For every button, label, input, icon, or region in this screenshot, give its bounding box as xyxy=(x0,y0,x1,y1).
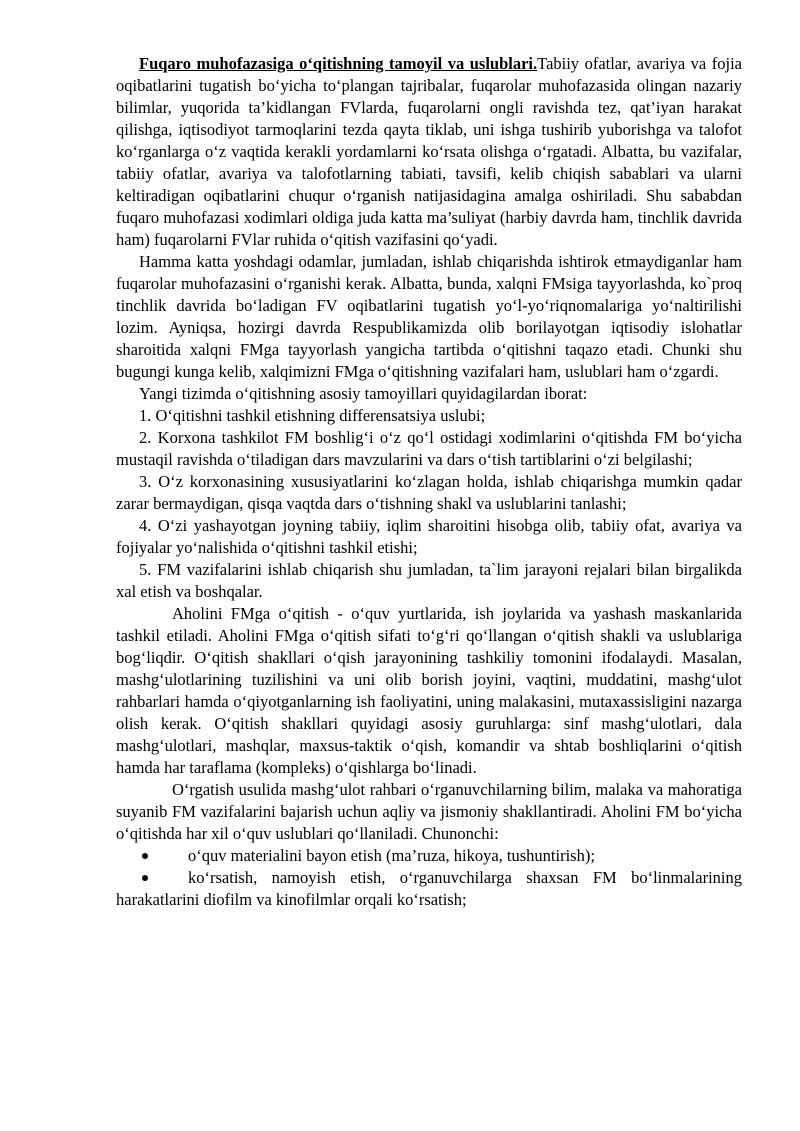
paragraph: Yangi tizimda o‘qitishning asosiy tamoyillari quyidagilardan iborat: xyxy=(139,384,588,403)
bullet-text: ko‘rsatish, namoyish etish, o‘rganuvchilarga shaxsan FM bo‘linmalarining harakatlarini diofilm va kinofilmlar orqali ko‘rsatish; xyxy=(116,868,742,909)
paragraph-intro xyxy=(116,53,742,251)
list-item: 4. O‘zi yashayotgan joyning tabiiy, iqlim sharoitini hisobga olib, tabiiy ofat, avariya va fojiyalar yo‘nalishida o‘qitishni tashkil etishi; xyxy=(116,516,742,557)
paragraph: Hamma katta yoshdagi odamlar, jumladan, ishlab chiqarishda ishtirok etmaydiganlar ham fuqarolar muhofazasini o‘rganishi kerak. Albatta, bunda, xalqni FMsiga tayyorlashda, ko`proq tinchlik davrida bo‘ladigan FV oqibatlarini tugatish yo‘l-yo‘riqnomalariga yo‘naltirilishi lozim. Ayniqsa, hozirgi davrda Respublikamizda olib borilayotgan iqtisodiy islohatlar sharoitida xalqni FMga tayyorlash yangicha tartibda o‘qitishni taqazo etadi. Chunki shu bugungi kunga kelib, xalqimizni FMga o‘qitishning vazifalari ham, uslublari ham o‘zgardi. xyxy=(116,252,742,381)
list-item: 5. FM vazifalarini ishlab chiqarish shu jumladan, ta`lim jarayoni rejalari bilan birgalikda xal etish va boshqalar. xyxy=(116,560,742,601)
paragraph-text: Tabiiy ofatlar, avariya va fojia oqibatlarini tugatish bo‘yicha to‘plangan tajribalar, fuqarolar muhofazasida olingan nazariy bilimlar, yuqorida ta’kidlangan FVlarda, fuqarolarni ongli ravishda tez, qat’iyan harakat qilishga, iqtisodiyot tarmoqlarini tezda qayta tiklab, uni ishga tushirib yuborishga va talofot ko‘rganlarga o‘z vaqtida kerakli yordamlarni ko‘rsata olishga o‘rgatadi. Albatta, bu vazifalar, tabiiy ofatlar, avariya va talofotlarning tabiati, tavsifi, kelib chiqish sabablari va ularni keltiradigan oqibatlarini chuqur o‘rganish natijasidagina amalga oshiriladi. Shu sababdan fuqaro muhofazasi xodimlari oldiga juda katta ma’suliyat (harbiy davrda ham, tinchlik davrida ham) fuqarolarni FVlar ruhida o‘qitish vazifasini qo‘yadi. xyxy=(116,54,742,249)
bullet-icon xyxy=(142,875,148,881)
paragraph: O‘rgatish usulida mashg‘ulot rahbari o‘rganuvchilarning bilim, malaka va mahoratiga suyanib FM vazifalarini bajarish uchun aqliy va jismoniy shakllantiradi. Aholini FM bo‘yicha o‘qitishda har xil o‘quv uslublari qo‘llaniladi. Chunonchi: xyxy=(116,780,742,843)
section-heading: Fuqaro muhofazasiga o‘qitishning tamoyil va uslublari. xyxy=(139,54,538,73)
bullet-item xyxy=(116,845,742,867)
document-page xyxy=(116,53,742,911)
list-item: 3. O‘z korxonasining xususiyatlarini ko‘zlagan holda, ishlab chiqarishga mumkin qadar zarar bermaydigan, qisqa vaqtda dars o‘tishning shakl va uslublarini tanlashi; xyxy=(116,472,742,513)
paragraph: Aholini FMga o‘qitish - o‘quv yurtlarida, ish joylarida va yashash maskanlarida tashkil etiladi. Aholini FMga o‘qitish sifati to‘g‘ri qo‘llangan o‘qitish shakli va uslublariga bog‘liqdir. O‘qitish shakllari o‘qish jarayonining tashkiliy tomonini ifodalaydi. Masalan, mashg‘ulotlarining tuzilishini va uni olib borish joyini, vaqtini, muddatini, mashg‘ulot rahbarlari hamda o‘qiyotganlarning ish faoliyatini, uning malakasini, mutaxassisligini nazarga olish kerak. O‘qitish shakllari quyidagi asosiy guruhlarga: sinf mashg‘ulotlari, dala mashg‘ulotlari, mashqlar, maxsus-taktik o‘qish, komandir va shtab boshliqlarini o‘qitish hamda har taraflama (kompleks) o‘qishlarga bo‘linadi. xyxy=(116,604,742,777)
bullet-item xyxy=(116,867,742,911)
bullet-icon xyxy=(142,853,148,859)
list-item: 2. Korxona tashkilot FM boshlig‘i o‘z qo‘l ostidagi xodimlarini o‘qitishda FM bo‘yicha mustaqil ravishda o‘tiladigan dars mavzularini va dars o‘tish tartiblarini o‘zi belgilashi; xyxy=(116,428,742,469)
bullet-text: o‘quv materialini bayon etish (ma’ruza, hikoya, tushuntirish); xyxy=(188,846,595,865)
list-item: 1. O‘qitishni tashkil etishning differensatsiya uslubi; xyxy=(139,406,486,425)
